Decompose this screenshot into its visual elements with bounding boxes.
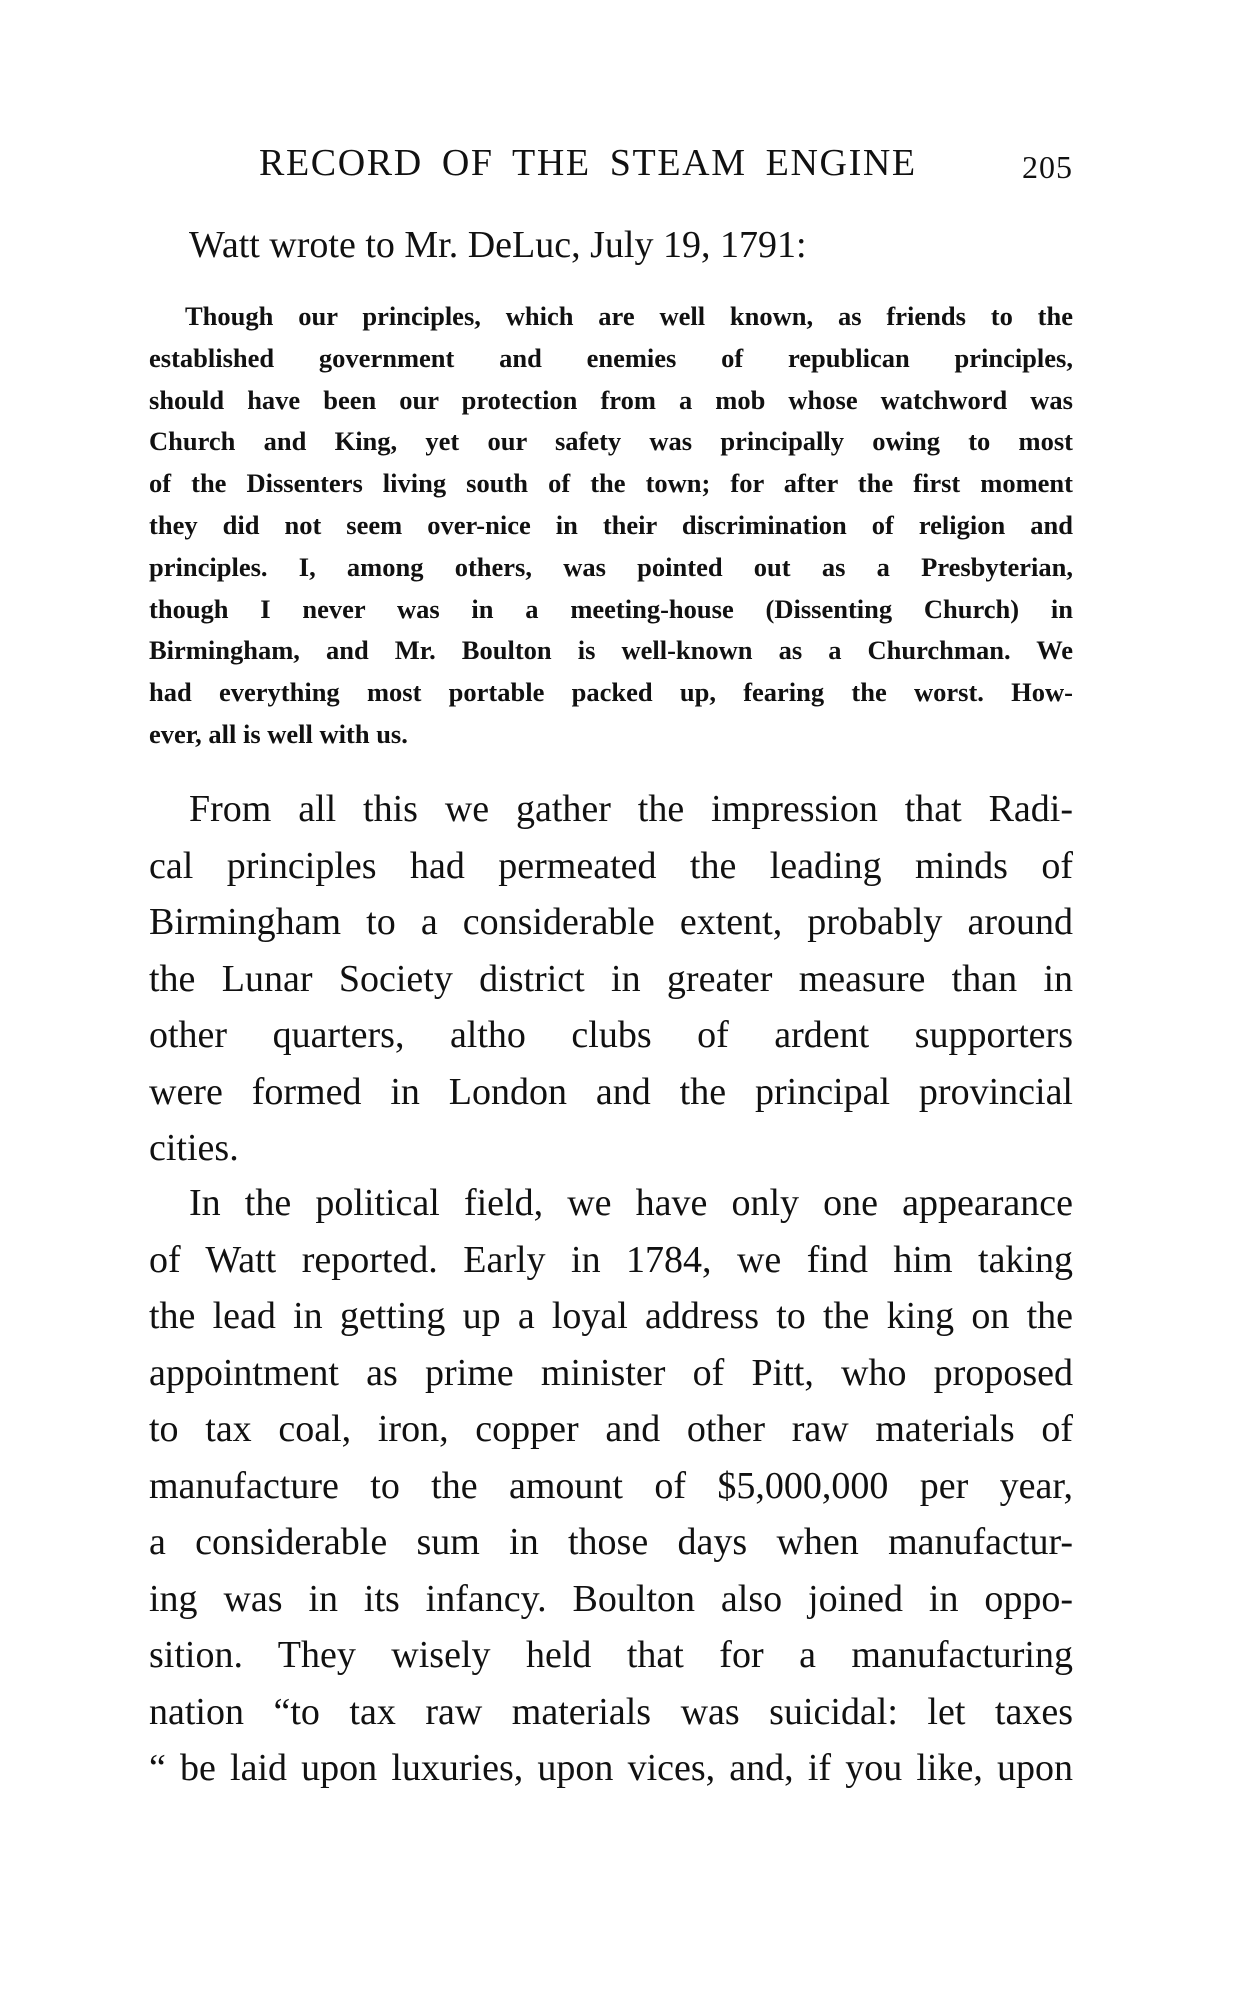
paragraph-line: the Lunar Society district in greater measure than in bbox=[149, 957, 1073, 1000]
paragraph-line: a considerable sum in those days when manufactur- bbox=[149, 1521, 1073, 1563]
paragraph-line: of Watt reported. Early in 1784, we find him taking bbox=[149, 1238, 1073, 1281]
paragraph-line: the lead in getting up a loyal address to the king on the bbox=[149, 1295, 1073, 1337]
quote-line: they did not seem over-nice in their discrimination of religion and bbox=[149, 509, 1073, 540]
paragraph-line: cities. bbox=[149, 1127, 239, 1169]
paragraph-political-field bbox=[149, 1175, 1073, 1797]
paragraph-line: Birmingham to a considerable extent, probably around bbox=[149, 901, 1073, 943]
quote-line: of the Dissenters living south of the town; for after the first moment bbox=[149, 468, 1073, 499]
paragraph-line: were formed in London and the principal provincial bbox=[149, 1070, 1073, 1113]
quote-line: had everything most portable packed up, fearing the worst. How- bbox=[149, 677, 1073, 708]
paragraph-line: ing was in its infancy. Boulton also joined in oppo- bbox=[149, 1577, 1073, 1620]
quote-line: ever, all is well with us. bbox=[149, 718, 408, 749]
paragraph-line: to tax coal, iron, copper and other raw materials of bbox=[149, 1408, 1073, 1450]
running-head bbox=[149, 140, 1073, 186]
quote-line: Birmingham, and Mr. Boulton is well-known as a Churchman. We bbox=[149, 635, 1073, 666]
paragraph-radical-principles bbox=[149, 781, 1073, 1177]
block-quote bbox=[149, 296, 1073, 756]
quote-line: Though our principles, which are well known, as friends to the bbox=[185, 301, 1073, 331]
quote-line: Church and King, yet our safety was principally owing to most bbox=[149, 426, 1073, 457]
paragraph-line: manufacture to the amount of $5,000,000 per year, bbox=[149, 1464, 1073, 1507]
paragraph-line: “ be laid upon luxuries, upon vices, and, if you like, upon bbox=[149, 1747, 1073, 1789]
paragraph-line: In the political field, we have only one appearance bbox=[189, 1182, 1073, 1224]
quote-line: though I never was in a meeting-house (Dissenting Church) in bbox=[149, 593, 1073, 624]
paragraph-line: sition. They wisely held that for a manufacturing bbox=[149, 1634, 1073, 1676]
quote-line: principles. I, among others, was pointed out as a Presbyterian, bbox=[149, 551, 1073, 582]
paragraph-line: cal principles had permeated the leading minds of bbox=[149, 844, 1073, 887]
paragraph-line: appointment as prime minister of Pitt, who proposed bbox=[149, 1351, 1073, 1394]
running-title: RECORD OF THE STEAM ENGINE bbox=[259, 142, 917, 184]
quote-line: should have been our protection from a mob whose watchword was bbox=[149, 384, 1073, 415]
quote-line: established government and enemies of republican principles, bbox=[149, 342, 1073, 373]
paragraph-line: nation “to tax raw materials was suicidal: let taxes bbox=[149, 1690, 1073, 1733]
page-number: 205 bbox=[1022, 149, 1073, 185]
paragraph-line: From all this we gather the impression that Radi- bbox=[189, 788, 1073, 830]
intro-line: Watt wrote to Mr. DeLuc, July 19, 1791: bbox=[189, 224, 807, 266]
paragraph-line: other quarters, altho clubs of ardent supporters bbox=[149, 1014, 1073, 1056]
